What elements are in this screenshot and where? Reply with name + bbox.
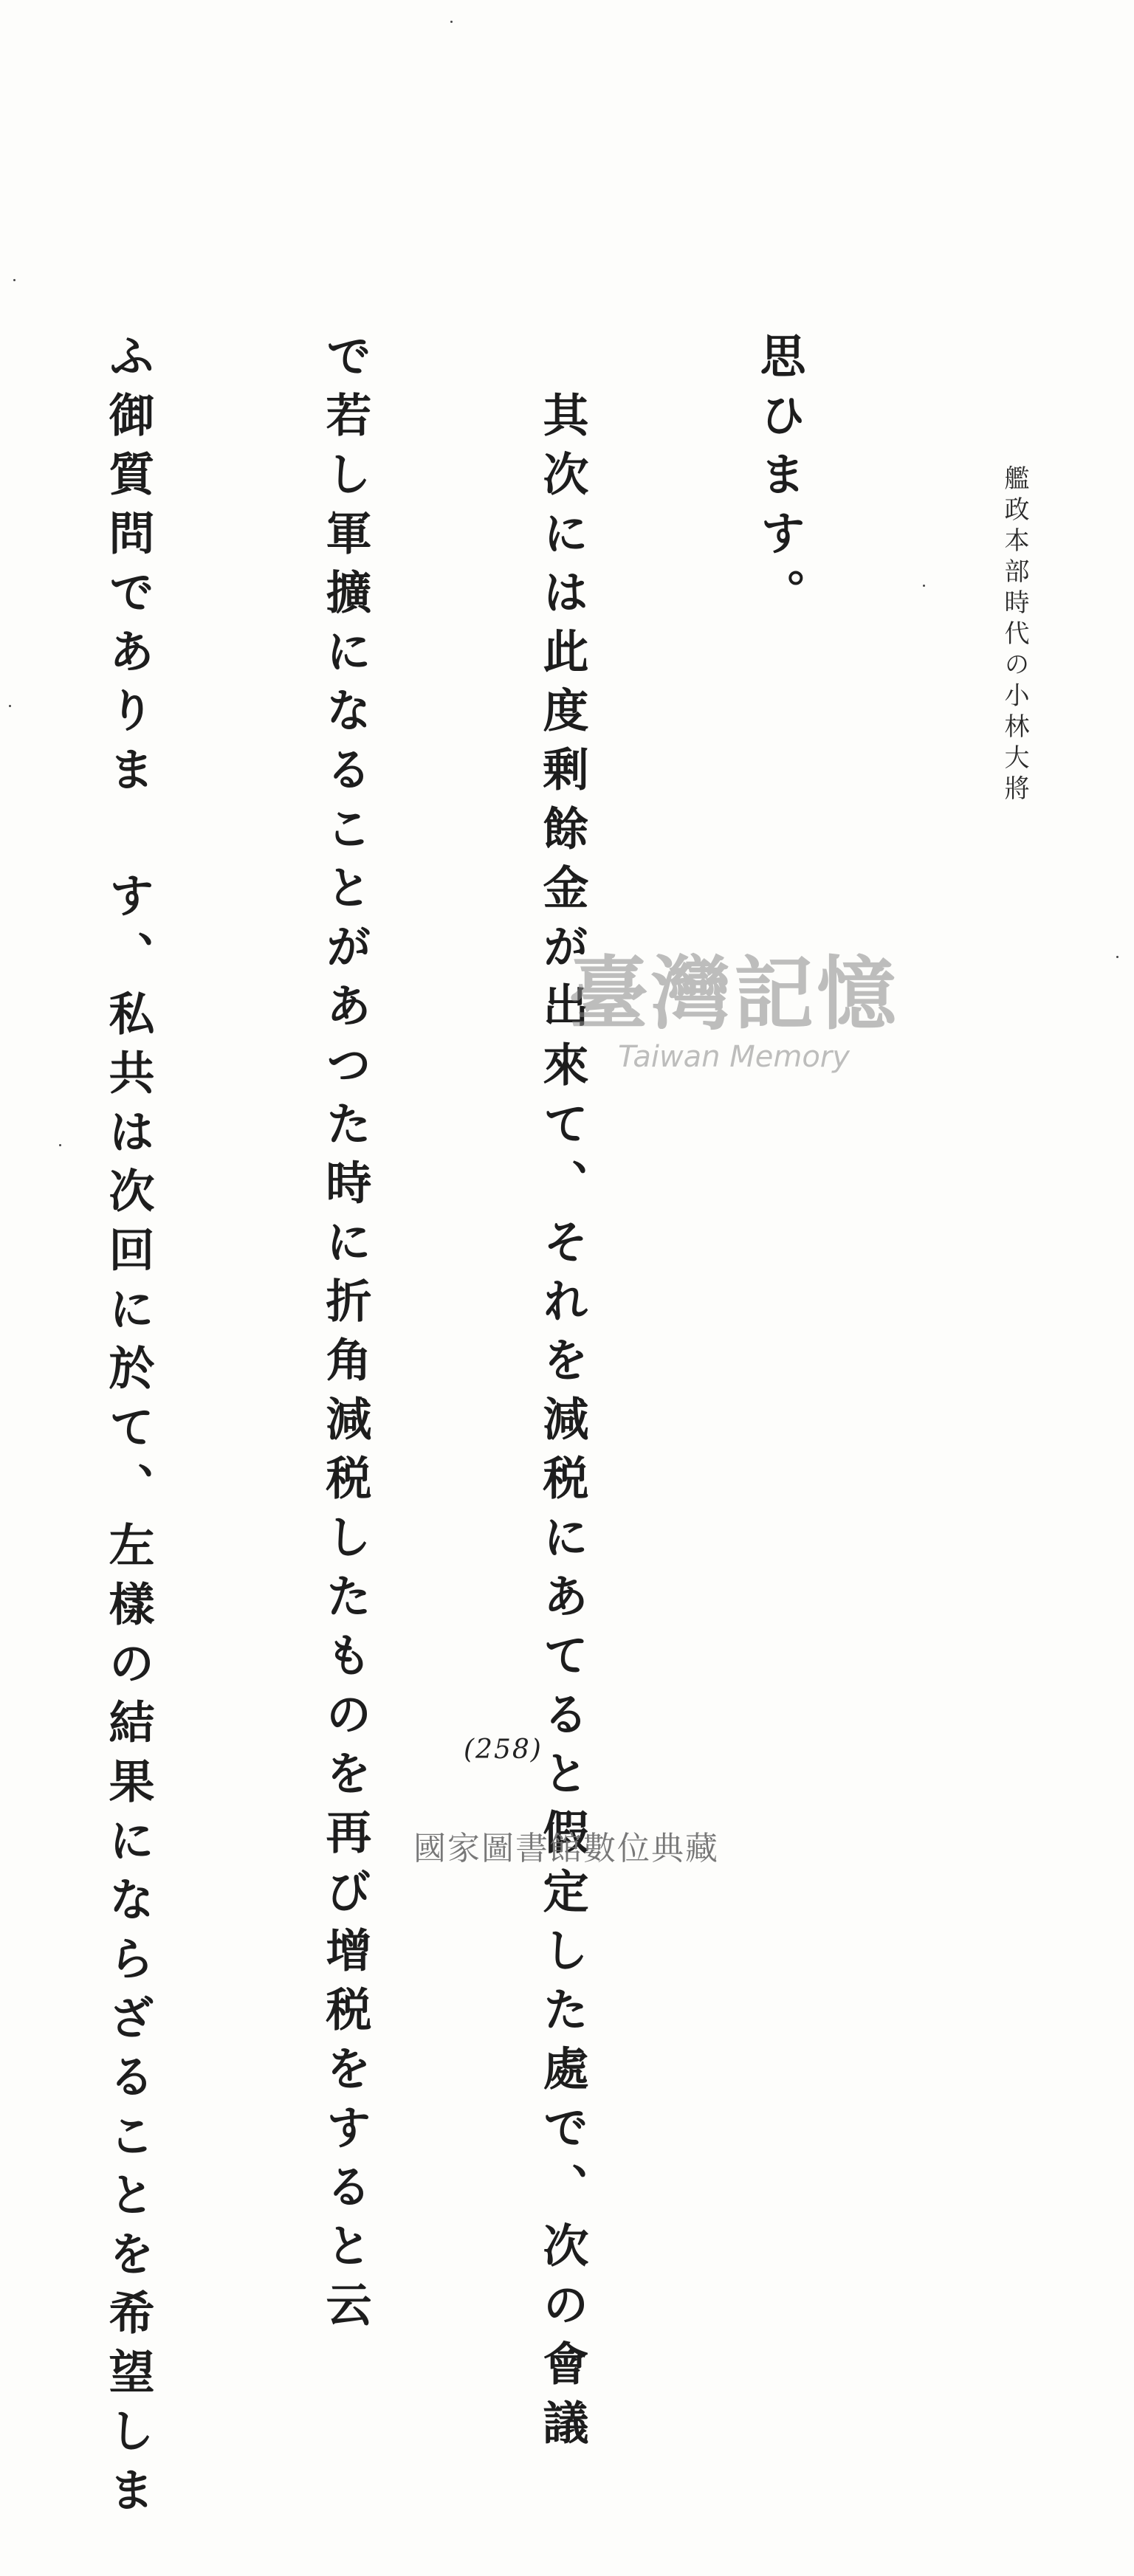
scan-speck xyxy=(923,585,925,587)
text-column: 其次には此度剰餘金が出來て、それを減税にあてると假定した處で、次の會議 xyxy=(535,332,589,2458)
text-column: ふ御質問でありま す、私共は次回に於て、左樣の結果にならざることを希望しま xyxy=(101,332,155,2525)
watermark-logo xyxy=(568,930,899,1074)
watermark-title: 臺灣記憶 xyxy=(568,948,900,1041)
scan-speck xyxy=(13,279,16,281)
scan-speck xyxy=(59,1144,61,1146)
text-column: で若し軍擴になることがあつた時に折角減税したものを再び增税をすると云 xyxy=(318,332,372,2340)
library-caption: 國家圖書館數位典藏 xyxy=(413,1830,719,1867)
scan-speck xyxy=(9,705,11,707)
watermark-subtitle: Taiwan Memory xyxy=(618,1040,850,1074)
scan-speck xyxy=(1116,956,1118,958)
page-number: (258) xyxy=(464,1735,543,1765)
scan-speck xyxy=(450,21,453,23)
text-column: 思ひます。 xyxy=(752,332,806,627)
running-header: 艦政本部時代の小林大將 xyxy=(1000,465,1029,806)
